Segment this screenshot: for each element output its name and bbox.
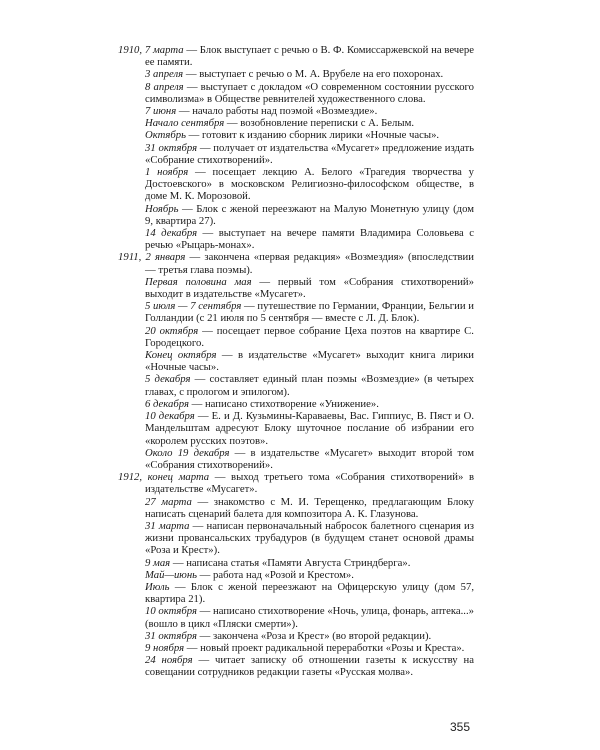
entry-text: — посещает лекцию А. Белого «Трагедия творчества у Достоевского» в московском Религиозно-философском обществе, в доме М. К. Морозовой. [145,166,474,203]
entry-date: 6 декабря [145,397,189,410]
entry-date: 5 июля — 7 сентября [145,300,242,313]
entry-text: — выступает с речью о М. А. Врубеле на его похоронах. [183,68,444,81]
year-entry-1910 [118,44,474,68]
chronology-entry [118,373,474,397]
chronology-text [118,44,474,679]
entry-date: Конец октября [145,349,217,362]
chronology-entry [118,276,474,300]
chronology-entry [118,569,474,581]
entry-text: — работа над «Розой и Крестом». [197,568,354,581]
chronology-entry [118,581,474,605]
entry-date: конец марта [147,471,210,484]
year-entry-1911 [118,251,474,275]
chronology-entry [118,496,474,520]
entry-date: 14 декабря [145,227,198,240]
entry-date: 27 марта [145,495,192,508]
entry-text: — Блок с женой переезжают на Малую Монетную улицу (дом 9, квартира 27). [145,202,474,227]
entry-text: — в издательстве «Мусагет» выходит второй том «Собрания стихотворений». [145,446,474,471]
chronology-entry [118,68,474,80]
year-label: 1910, [118,44,145,56]
chronology-entry [118,227,474,251]
entry-text: — читает записку об отношении газеты к искусству на совещании сотрудников редакции газеты «Русская молва». [145,654,474,679]
chronology-entry [118,642,474,654]
entry-text: — новый проект радикальной переработки «Розы и Креста». [184,641,465,654]
entry-text: — выступает с докладом «О современном состоянии русского символизма» в Обществе ревнителей художественного слова. [145,80,474,105]
entry-date: 7 марта [144,44,184,56]
entry-text: — возобновление переписки с А. Белым. [224,117,414,130]
chronology-entry [118,630,474,642]
year-label: 1911, [118,251,146,264]
entry-text: — получает от издательства «Мусагет» предложение издать «Собрание стихотворений». [145,141,474,166]
entry-date: Первая половина мая [145,275,252,288]
entry-text: — посещает первое собрание Цеха поэтов на квартире С. Городецкого. [145,324,474,349]
entry-text: — Е. и Д. Кузьмины-Караваевы, Вас. Гиппиус, В. Пяст и О. Мандельштам адресуют Блоку шуточное послание об избрании его «королем русских поэтов». [145,410,475,447]
entry-date: 10 октября [145,605,197,618]
entry-text: — составляет единый план поэмы «Возмездие» (в четырех главах, с прологом и эпилогом). [145,373,474,398]
chronology-entry [118,557,474,569]
chronology-entry [118,300,474,324]
chronology-entry [118,81,474,105]
entry-text: — начало работы над поэмой «Возмездие». [176,105,378,118]
entry-text: — в издательстве «Мусагет» выходит книга лирики «Ночные часы». [145,349,474,374]
chronology-entry [118,203,474,227]
entry-date: Начало сентября [145,117,225,130]
entry-text: — написан первоначальный набросок балетного сценария из жизни провансальских трубадуров (в будущем станет основой драмы «Роза и Крест»). [145,519,474,557]
entry-date: 3 апреля [145,68,184,81]
entry-text: — выступает на вечере памяти Владимира Соловьева с речью «Рыцарь-монах». [145,227,474,252]
entry-date: Ноябрь [145,202,179,215]
entry-date: 24 ноября [145,654,193,667]
entry-text: — знакомство с М. И. Терещенко, предлагающим Блоку написать сценарий балета для композитора А. К. Глазунова. [145,495,474,520]
entry-date: 8 апреля [145,80,184,93]
entry-text: — первый том «Собрания стихотворений» выходит в издательстве «Мусагет». [145,275,474,301]
entry-date: 31 октября [145,629,197,642]
entry-date: Май—июнь [145,568,197,581]
chronology-entry [118,129,474,141]
chronology-entry [118,105,474,117]
chronology-entry [118,349,474,373]
entry-text: — написано стихотворение «Унижение». [188,397,379,410]
chronology-entry [118,142,474,166]
entry-date: 5 декабря [145,373,191,386]
entry-date: 1 ноября [145,166,189,179]
entry-text: — закончена «Роза и Крест» (во второй редакции). [196,629,432,642]
chronology-entry [118,447,474,471]
entry-text: — написано стихотворение «Ночь, улица, фонарь, аптека...» (вошло в цикл «Пляски смерти»). [145,605,474,630]
chronology-entry [118,117,474,129]
chronology-entry [118,325,474,349]
chronology-entry [118,166,474,203]
entry-date: 20 октября [145,324,199,337]
chronology-entry [118,410,474,447]
entry-date: Октябрь [145,129,186,142]
chronology-entry [118,398,474,410]
chronology-entry [118,520,474,557]
entry-text: — путешествие по Германии, Франции, Бельгии и Голландии (с 21 июля по 5 сентября — вместе с Л. Д. Блок). [145,300,474,325]
entry-date: 31 октября [145,141,198,154]
chronology-entry [118,605,474,629]
entry-date: 7 июня [145,105,177,118]
entry-date: 9 ноября [145,641,185,654]
entry-text: — готовит к изданию сборник лирики «Ночные часы». [185,129,440,142]
entry-text: — написана статья «Памяти Августа Стриндберга». [170,556,411,569]
entry-date: Около 19 декабря [145,446,230,459]
entry-date: 31 марта [145,519,190,532]
year-entry-1912 [118,471,474,495]
entry-text: — закончена «первая редакция» «Возмездия» (впоследствии — третья глава поэмы). [145,251,474,276]
entry-text: — Блок с женой переезжают на Офицерскую улицу (дом 57, квартира 21). [145,580,474,606]
entry-text: — выход третьего тома «Собрания стихотворений» в издательстве «Мусагет». [145,471,474,496]
year-label: 1912, [118,471,148,484]
entry-date: Июль [145,580,170,593]
entry-date: 10 декабря [145,410,195,423]
page-number: 355 [450,720,471,734]
entry-date: 9 мая [145,556,171,569]
chronology-entry [118,654,474,678]
entry-text: — Блок выступает с речью о В. Ф. Комиссаржевской на вечере ее памяти. [145,44,475,69]
entry-date: 2 января [145,251,186,264]
